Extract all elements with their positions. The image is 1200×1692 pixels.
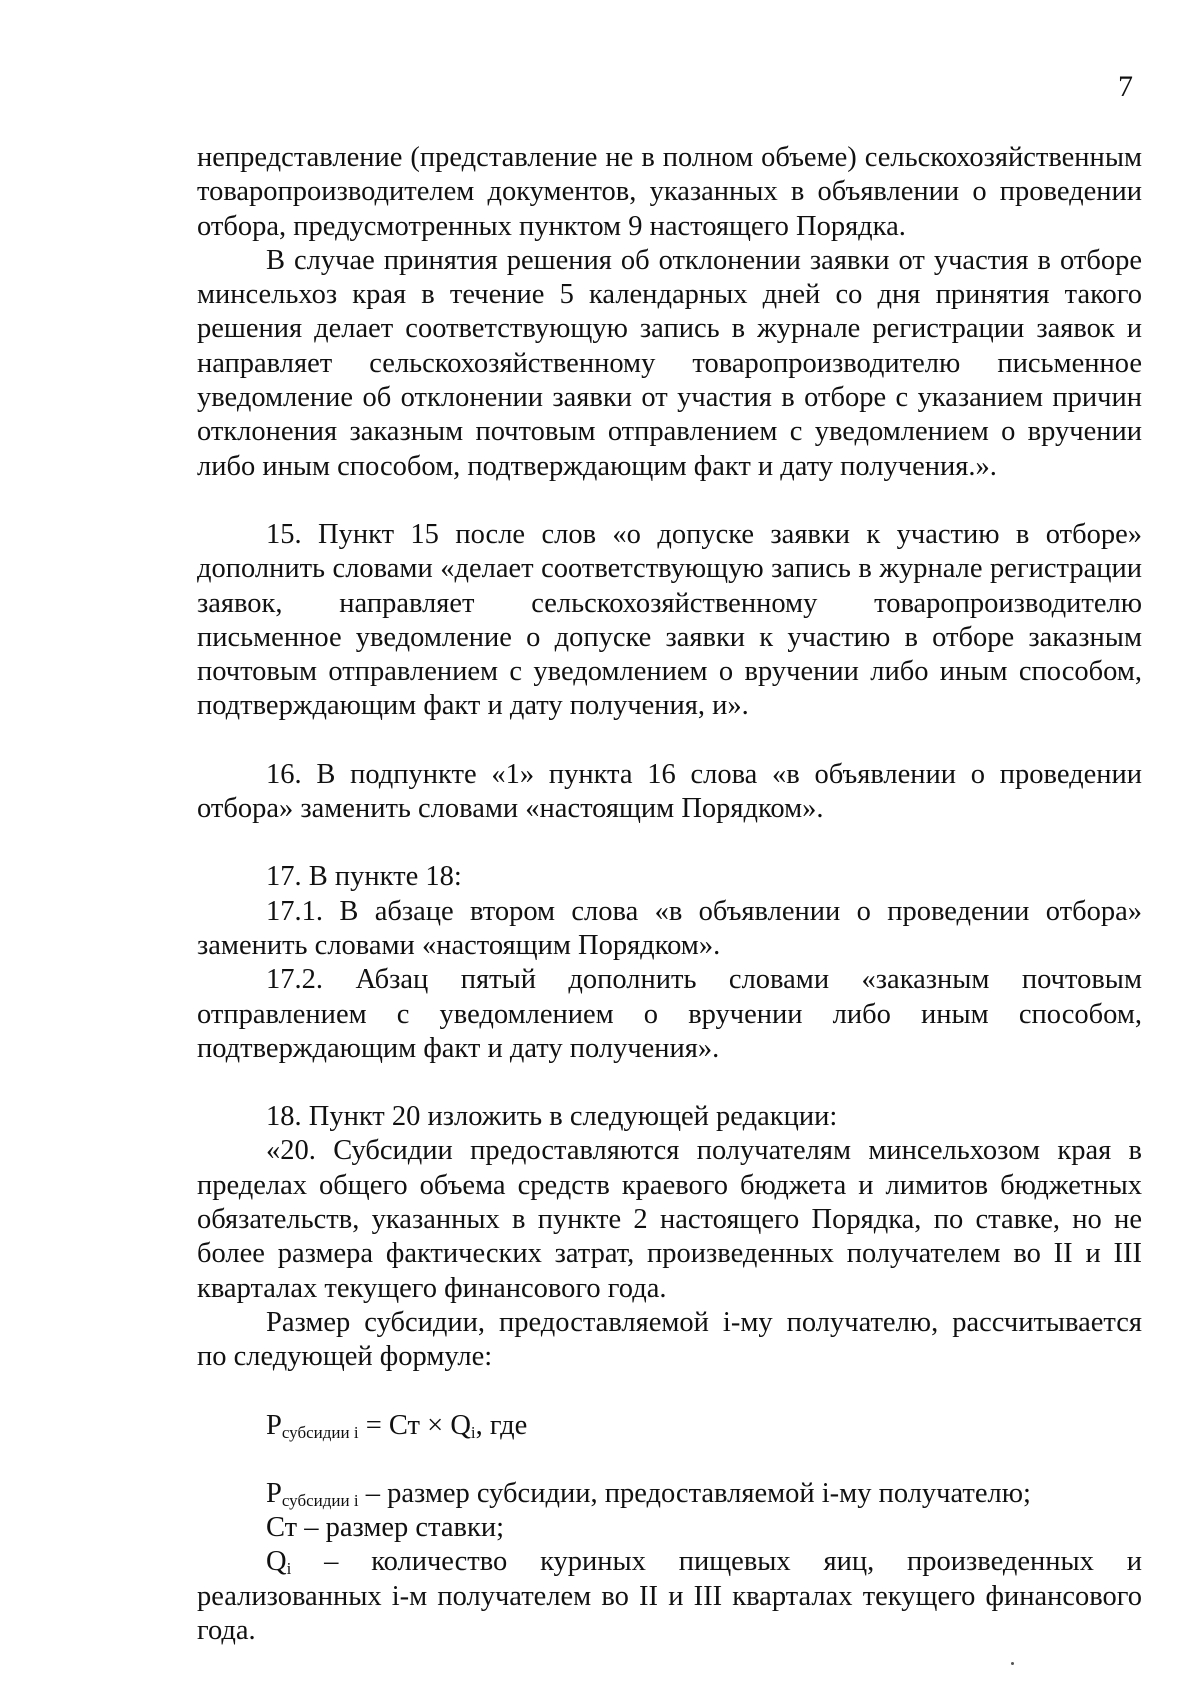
definition-text: – количество куриных пищевых яиц, произведенных и реализованных i-м получателем во II и III кварталах текущего финансового года. — [197, 1546, 1142, 1646]
definition-text: – размер субсидии, предоставляемой i-му получателю; — [358, 1477, 1031, 1509]
item-17-heading: 17. В пункте 18: — [266, 861, 462, 893]
definition-subscript: i — [286, 1559, 292, 1579]
definition-item — [197, 1545, 1142, 1648]
item-17-2: 17.2. Абзац пятый дополнить словами «заказным почтовым отправлением с уведомлением о вручении либо иным способом, подтверждающим факт и дату получения». — [197, 964, 1142, 1064]
item-18-heading: 18. Пункт 20 изложить в следующей редакции: — [266, 1101, 838, 1133]
subsidy-formula — [197, 1409, 1142, 1443]
definition-symbol: Ст — [266, 1512, 298, 1544]
item-18-paragraph-20: «20. Субсидии предоставляются получателям минсельхозом края в пределах общего объема средств краевого бюджета и лимитов бюджетных обязательств, указанных в пункте 2 настоящего Порядка, по ставке, но не более размера фактических затрат, произведенных получателем во II и III кварталах текущего финансового года. — [197, 1135, 1142, 1304]
definition-symbol: Q — [266, 1546, 287, 1578]
formula-definitions — [197, 1477, 1142, 1648]
item-16: 16. В подпункте «1» пункта 16 слова «в объявлении о проведении отбора» заменить словами «настоящим Порядком». — [197, 758, 1142, 825]
formula-where: , где — [475, 1409, 528, 1441]
definition-item — [197, 1511, 1142, 1545]
definition-item — [197, 1477, 1142, 1511]
item-18-formula-intro: Размер субсидии, предоставляемой i-му получателю, рассчитывается по следующей формуле: — [197, 1306, 1142, 1373]
continuation-paragraph: непредставление (представление не в полном объеме) сельскохозяйственным товаропроизводителем документов, указанных в объявлении о проведении отбора, предусмотренных пунктом 9 настоящего Порядка. — [197, 142, 1142, 242]
formula-q-subscript: i — [470, 1422, 476, 1442]
rejection-paragraph: В случае принятия решения об отклонении заявки от участия в отборе минсельхоз края в течение 5 календарных дней со дня принятия такого решения делает соответствующую запись в журнале регистрации заявок и направляет сельскохозяйственному товаропроизводителю письменное уведомление об отклонении заявки от участия в отборе с указанием причин отклонения заказным почтовым отправлением с уведомлением о вручении либо иным способом, подтверждающим факт и дату получения.». — [197, 244, 1142, 482]
scan-speck — [1011, 1662, 1014, 1665]
item-17-1: 17.1. В абзаце втором слова «в объявлении о проведении отбора» заменить словами «настоящим Порядком». — [197, 895, 1142, 961]
definition-symbol: P — [266, 1477, 282, 1509]
formula-p: P — [266, 1409, 282, 1441]
document-body — [197, 141, 1142, 1648]
formula-p-subscript: субсидии i — [281, 1422, 359, 1442]
definition-text: – размер ставки; — [297, 1512, 504, 1544]
page-number: 7 — [1118, 70, 1133, 103]
formula-rhs: = Ст × Q — [358, 1409, 471, 1441]
item-15: 15. Пункт 15 после слов «о допуске заявки к участию в отборе» дополнить словами «делает соответствующую запись в журнале регистрации заявок, направляет сельскохозяйственному товаропроизводителю письменное уведомление о допуске заявки к участию в отборе заказным почтовым отправлением с уведомлением о вручении либо иным способом, подтверждающим факт и дату получения, и». — [197, 518, 1142, 722]
definition-subscript: субсидии i — [281, 1490, 359, 1510]
